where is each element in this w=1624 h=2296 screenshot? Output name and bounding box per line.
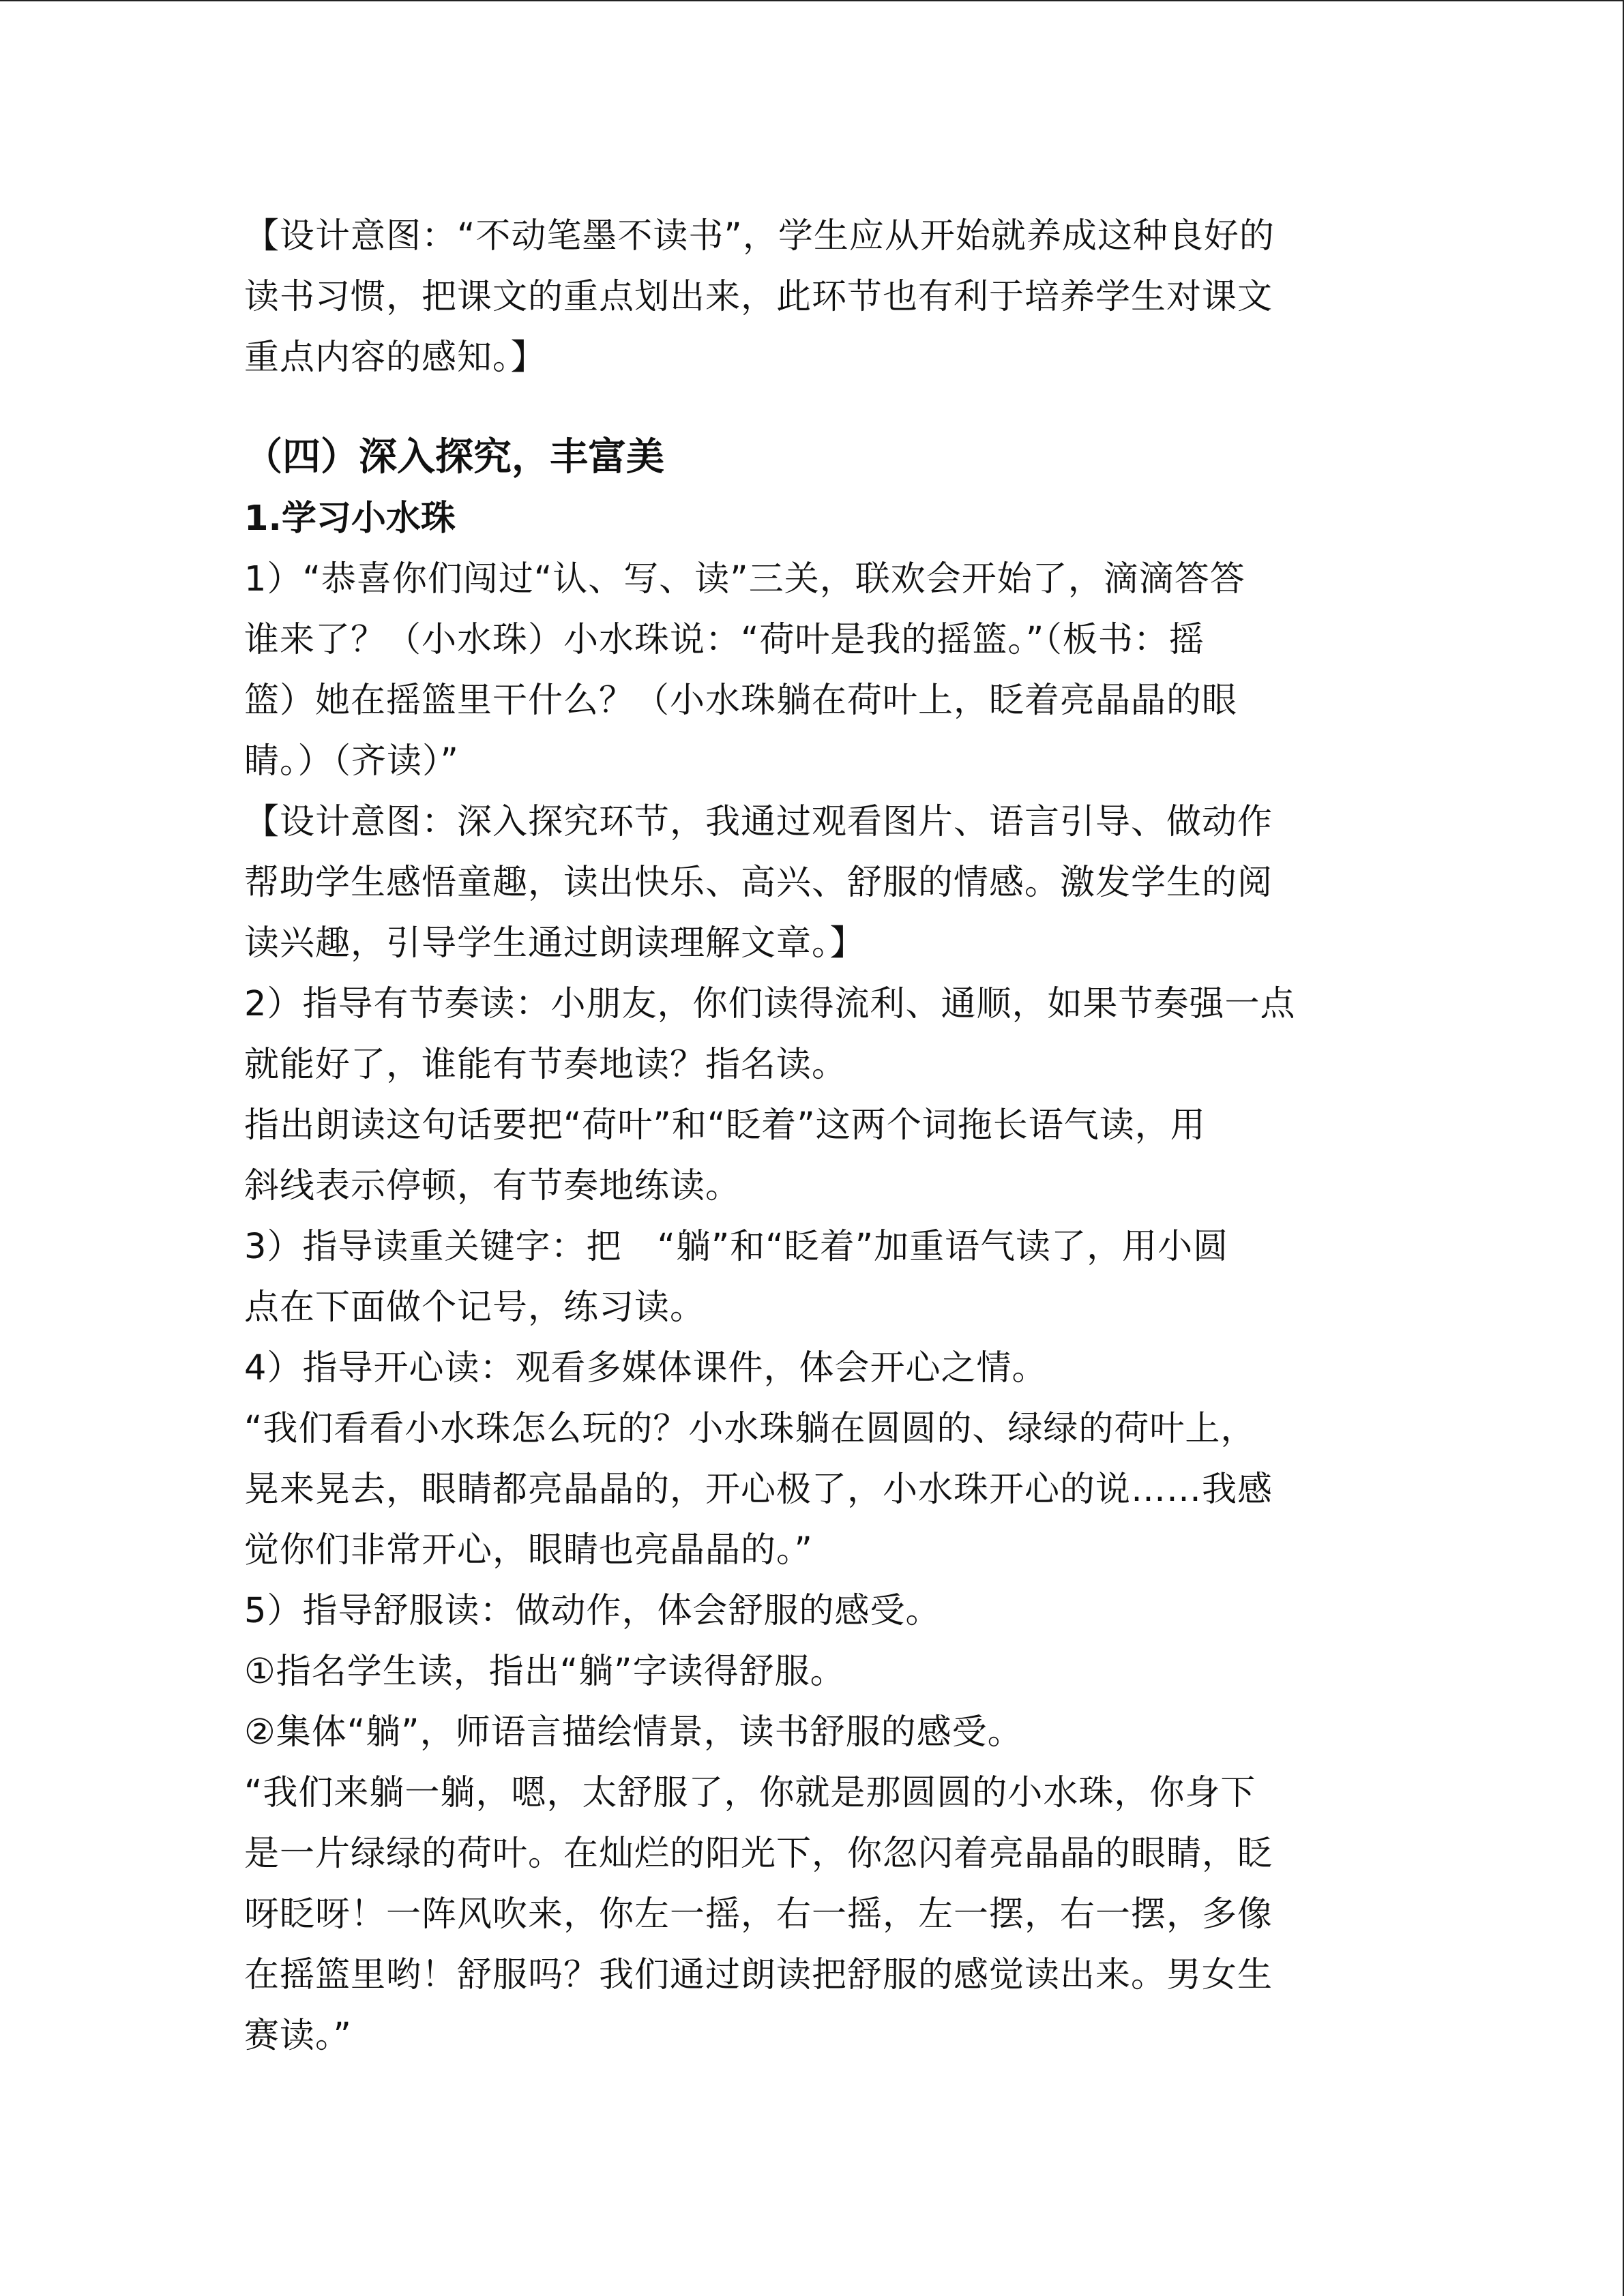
text-line: 斜线表示停顿，有节奏地练读。: [244, 1166, 741, 1206]
text-line: 就能好了，谁能有节奏地读？指名读。: [244, 1045, 848, 1085]
design-intent-paragraph-2: [244, 792, 1390, 974]
text-line: 帮助学生感悟童趣，读出快乐、高兴、舒服的情感。激发学生的阅: [244, 863, 1273, 903]
text-line: 呀眨呀！一阵风吹来，你左一摇，右一摇，左一摆，右一摆，多像: [244, 1894, 1273, 1935]
text-line: 是一片绿绿的荷叶。在灿烂的阳光下，你忽闪着亮晶晶的眼睛，眨: [244, 1834, 1273, 1874]
document-body: [244, 206, 1390, 2066]
text-line: 谁来了？（小水珠）小水珠说：“荷叶是我的摇篮。”（板书：摇: [244, 620, 1205, 660]
design-intent-paragraph-1: [244, 206, 1390, 388]
step-3-paragraph: [244, 1217, 1390, 1338]
text-line: 晃来晃去，眼睛都亮晶晶的，开心极了，小水珠开心的说……我感: [244, 1470, 1273, 1510]
step-5-paragraph: [244, 1581, 1390, 2066]
text-line: ①指名学生读，指出“躺”字读得舒服。: [244, 1652, 846, 1692]
step-2-paragraph: [244, 974, 1390, 1217]
text-line: 睛。）（齐读）”: [244, 741, 459, 781]
text-line: ②集体“躺”，师语言描绘情景，读书舒服的感受。: [244, 1712, 1023, 1753]
text-line: 4）指导开心读：观看多媒体课件，体会开心之情。: [244, 1348, 1048, 1388]
step-1-paragraph: [244, 549, 1390, 792]
subsection-heading: 1.学习小水珠: [244, 498, 456, 539]
text-line: “我们看看小水珠怎么玩的？小水珠躺在圆圆的、绿绿的荷叶上，: [244, 1409, 1256, 1449]
text-line: 【设计意图：深入探究环节，我通过观看图片、语言引导、做动作: [244, 802, 1273, 842]
text-line: 【设计意图：“不动笔墨不读书”，学生应从开始就养成这种良好的: [244, 216, 1275, 256]
text-line: 重点内容的感知。】: [244, 338, 546, 378]
text-line: 在摇篮里哟！舒服吗？我们通过朗读把舒服的感觉读出来。男女生: [244, 1955, 1273, 1995]
section-heading: （四）深入探究，丰富美: [244, 435, 664, 479]
text-line: 5）指导舒服读：做动作，体会舒服的感受。: [244, 1591, 941, 1631]
text-line: “我们来躺一躺，嗯，太舒服了，你就是那圆圆的小水珠，你身下: [244, 1773, 1256, 1813]
text-line: 3）指导读重关键字：把 “躺”和“眨着”加重语气读了，用小圆: [244, 1227, 1229, 1267]
text-line: 1）“恭喜你们闯过“认、写、读”三关，联欢会开始了，滴滴答答: [244, 559, 1245, 599]
text-line: 读兴趣，引导学生通过朗读理解文章。】: [244, 923, 866, 964]
text-line: 点在下面做个记号，练习读。: [244, 1287, 706, 1328]
text-line: 篮）她在摇篮里干什么？（小水珠躺在荷叶上，眨着亮晶晶的眼: [244, 681, 1238, 721]
text-line: 2）指导有节奏读：小朋友，你们读得流利、通顺，如果节奏强一点: [244, 984, 1296, 1024]
text-line: 觉你们非常开心，眼睛也亮晶晶的。”: [244, 1530, 813, 1570]
text-line: 赛读。”: [244, 2016, 352, 2056]
text-line: 读书习惯，把课文的重点划出来，此环节也有利于培养学生对课文: [244, 277, 1273, 317]
step-4-paragraph: [244, 1338, 1390, 1581]
text-line: 指出朗读这句话要把“荷叶”和“眨着”这两个词拖长语气读，用: [244, 1105, 1206, 1146]
